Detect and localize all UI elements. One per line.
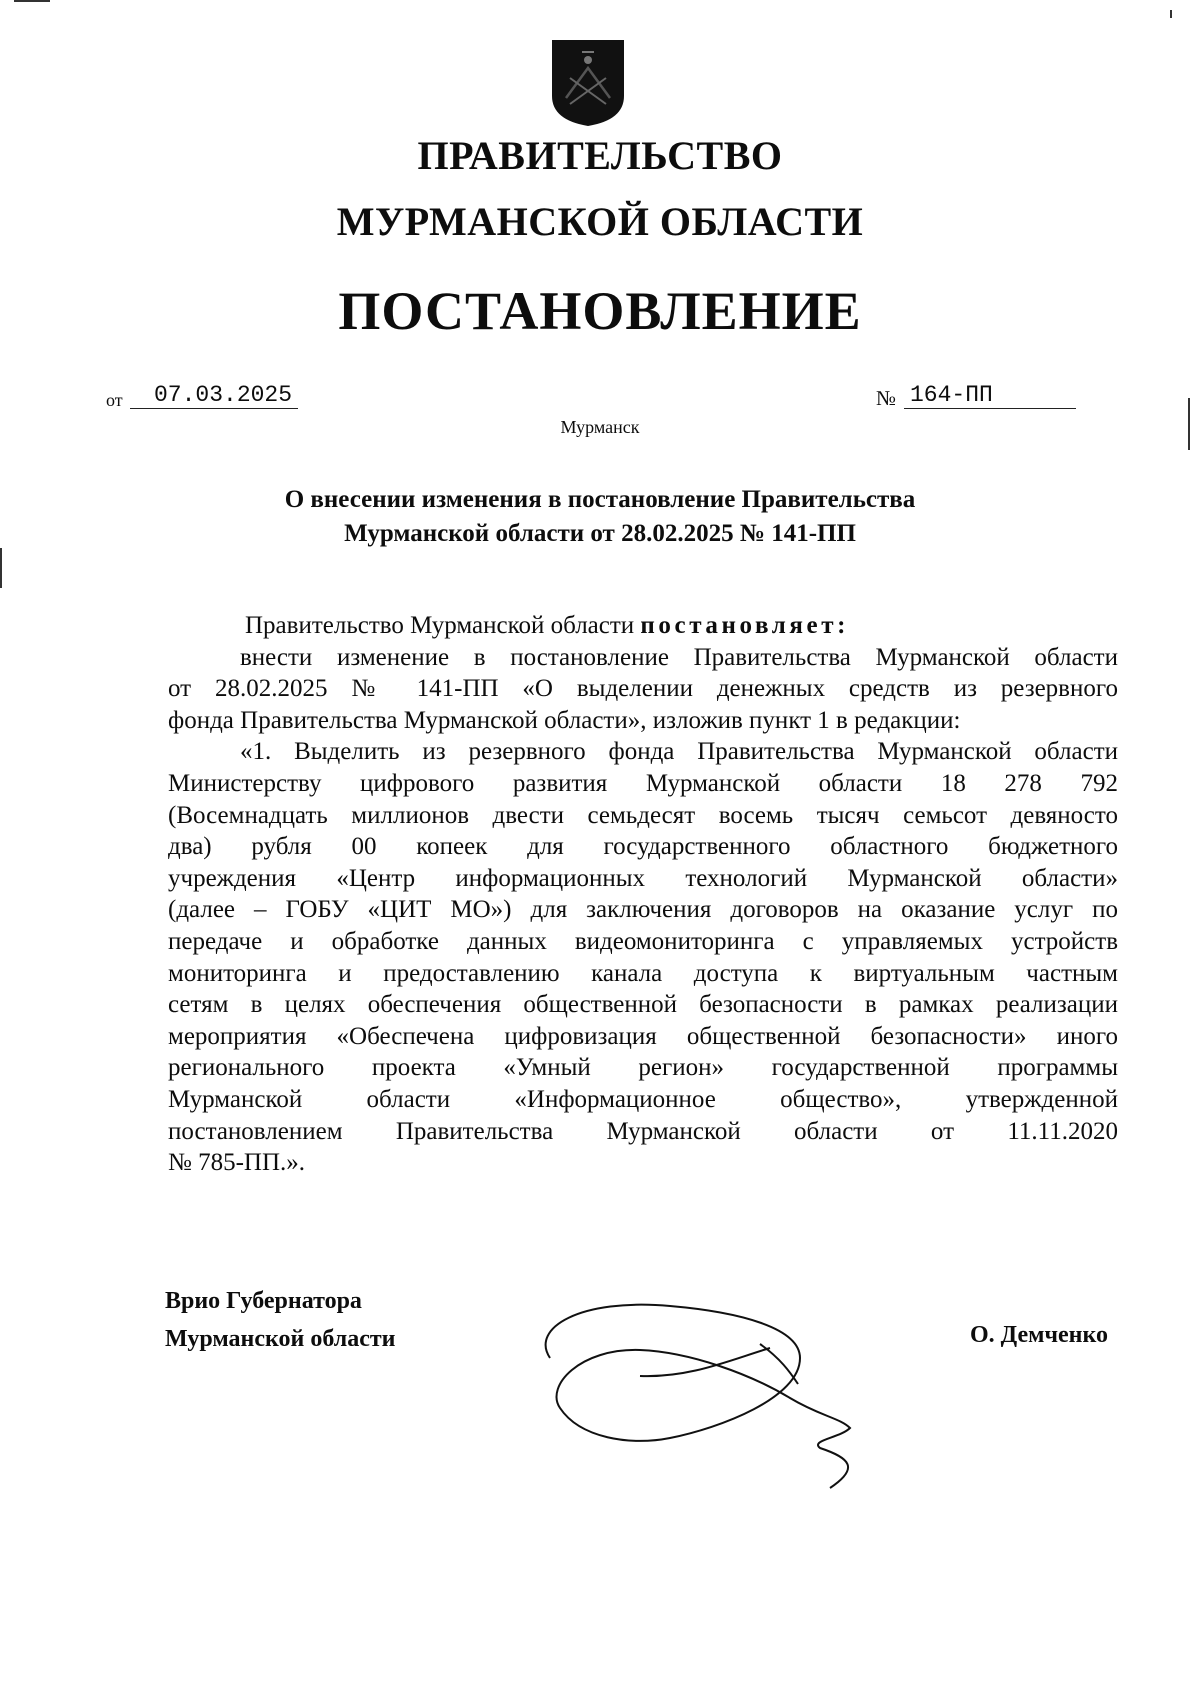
body-line: внести изменение в постановление Правительства Мурманской области [240,643,1118,671]
body-line: Мурманской области «Информационное общество», утвержденной [168,1085,1118,1113]
scan-edge-mark [1170,10,1172,18]
body-line: мониторинга и предоставлению канала доступа к виртуальным частным [168,959,1118,987]
coat-of-arms-emblem-icon [548,38,628,128]
body-line: «1. Выделить из резервного фонда Правительства Мурманской области [240,738,1118,766]
body-line: фонда Правительства Мурманской области», изложив пункт 1 в редакции: [168,706,961,734]
scan-edge-mark [14,0,50,2]
document-body [168,610,1118,1179]
body-line: регионального проекта «Умный регион» государственной программы [168,1054,1118,1082]
position-line: Врио Губернатора [165,1288,362,1314]
number-prefix: № [876,386,897,410]
body-line: (Восемнадцать миллионов двести семьдесят восемь тысяч семьсот девяносто [168,801,1118,829]
subject-line: Мурманской области от 28.02.2025 № 141-ПП [344,520,856,547]
body-line: от 28.02.2025 № 141-ПП «О выделении денежных средств из резервного [168,675,1118,703]
document-subject [180,483,1020,551]
government-title: ПРАВИТЕЛЬСТВО [417,133,783,178]
body-line: (далее – ГОБУ «ЦИТ МО») для заключения договоров на оказание услуг по [168,896,1118,924]
body-line: № 785-ПП.». [168,1149,306,1177]
body-line: два) рубля 00 копеек для государственного областного бюджетного [168,833,1118,861]
body-line: Министерству цифрового развития Мурманской области 18 278 792 [168,769,1118,797]
body-intro [168,610,1118,642]
issue-city: Мурманск [560,417,640,437]
position-line: Мурманской области [165,1326,396,1352]
intro-text: Правительство Мурманской области [245,612,641,639]
signatory-position [165,1282,395,1358]
body-line: сетям в целях обеспечения общественной безопасности в рамках реализации [168,991,1118,1019]
body-line: передаче и обработке данных видеомониторинга с управляемых устройств [168,927,1118,955]
body-line: мероприятия «Обеспечена цифровизация общественной безопасности» иного [168,1022,1118,1050]
region-title: МУРМАНСКОЙ ОБЛАСТИ [336,199,864,244]
date-prefix: от [106,390,123,410]
intro-action: постановляет: [640,612,850,639]
body-line: постановлением Правительства Мурманской области от 11.11.2020 [168,1117,1118,1145]
scan-edge-mark [0,548,2,588]
signatory-name: О. Демченко [970,1322,1108,1348]
subject-line: О внесении изменения в постановление Правительства [284,486,916,513]
handwritten-signature [520,1288,900,1498]
body-line: учреждения «Центр информационных технологий Мурманской области» [168,864,1118,892]
document-date: 07.03.2025 [130,382,298,409]
document-number: 164-ПП [904,382,1076,409]
document-type-title: ПОСТАНОВЛЕНИЕ [338,281,862,341]
